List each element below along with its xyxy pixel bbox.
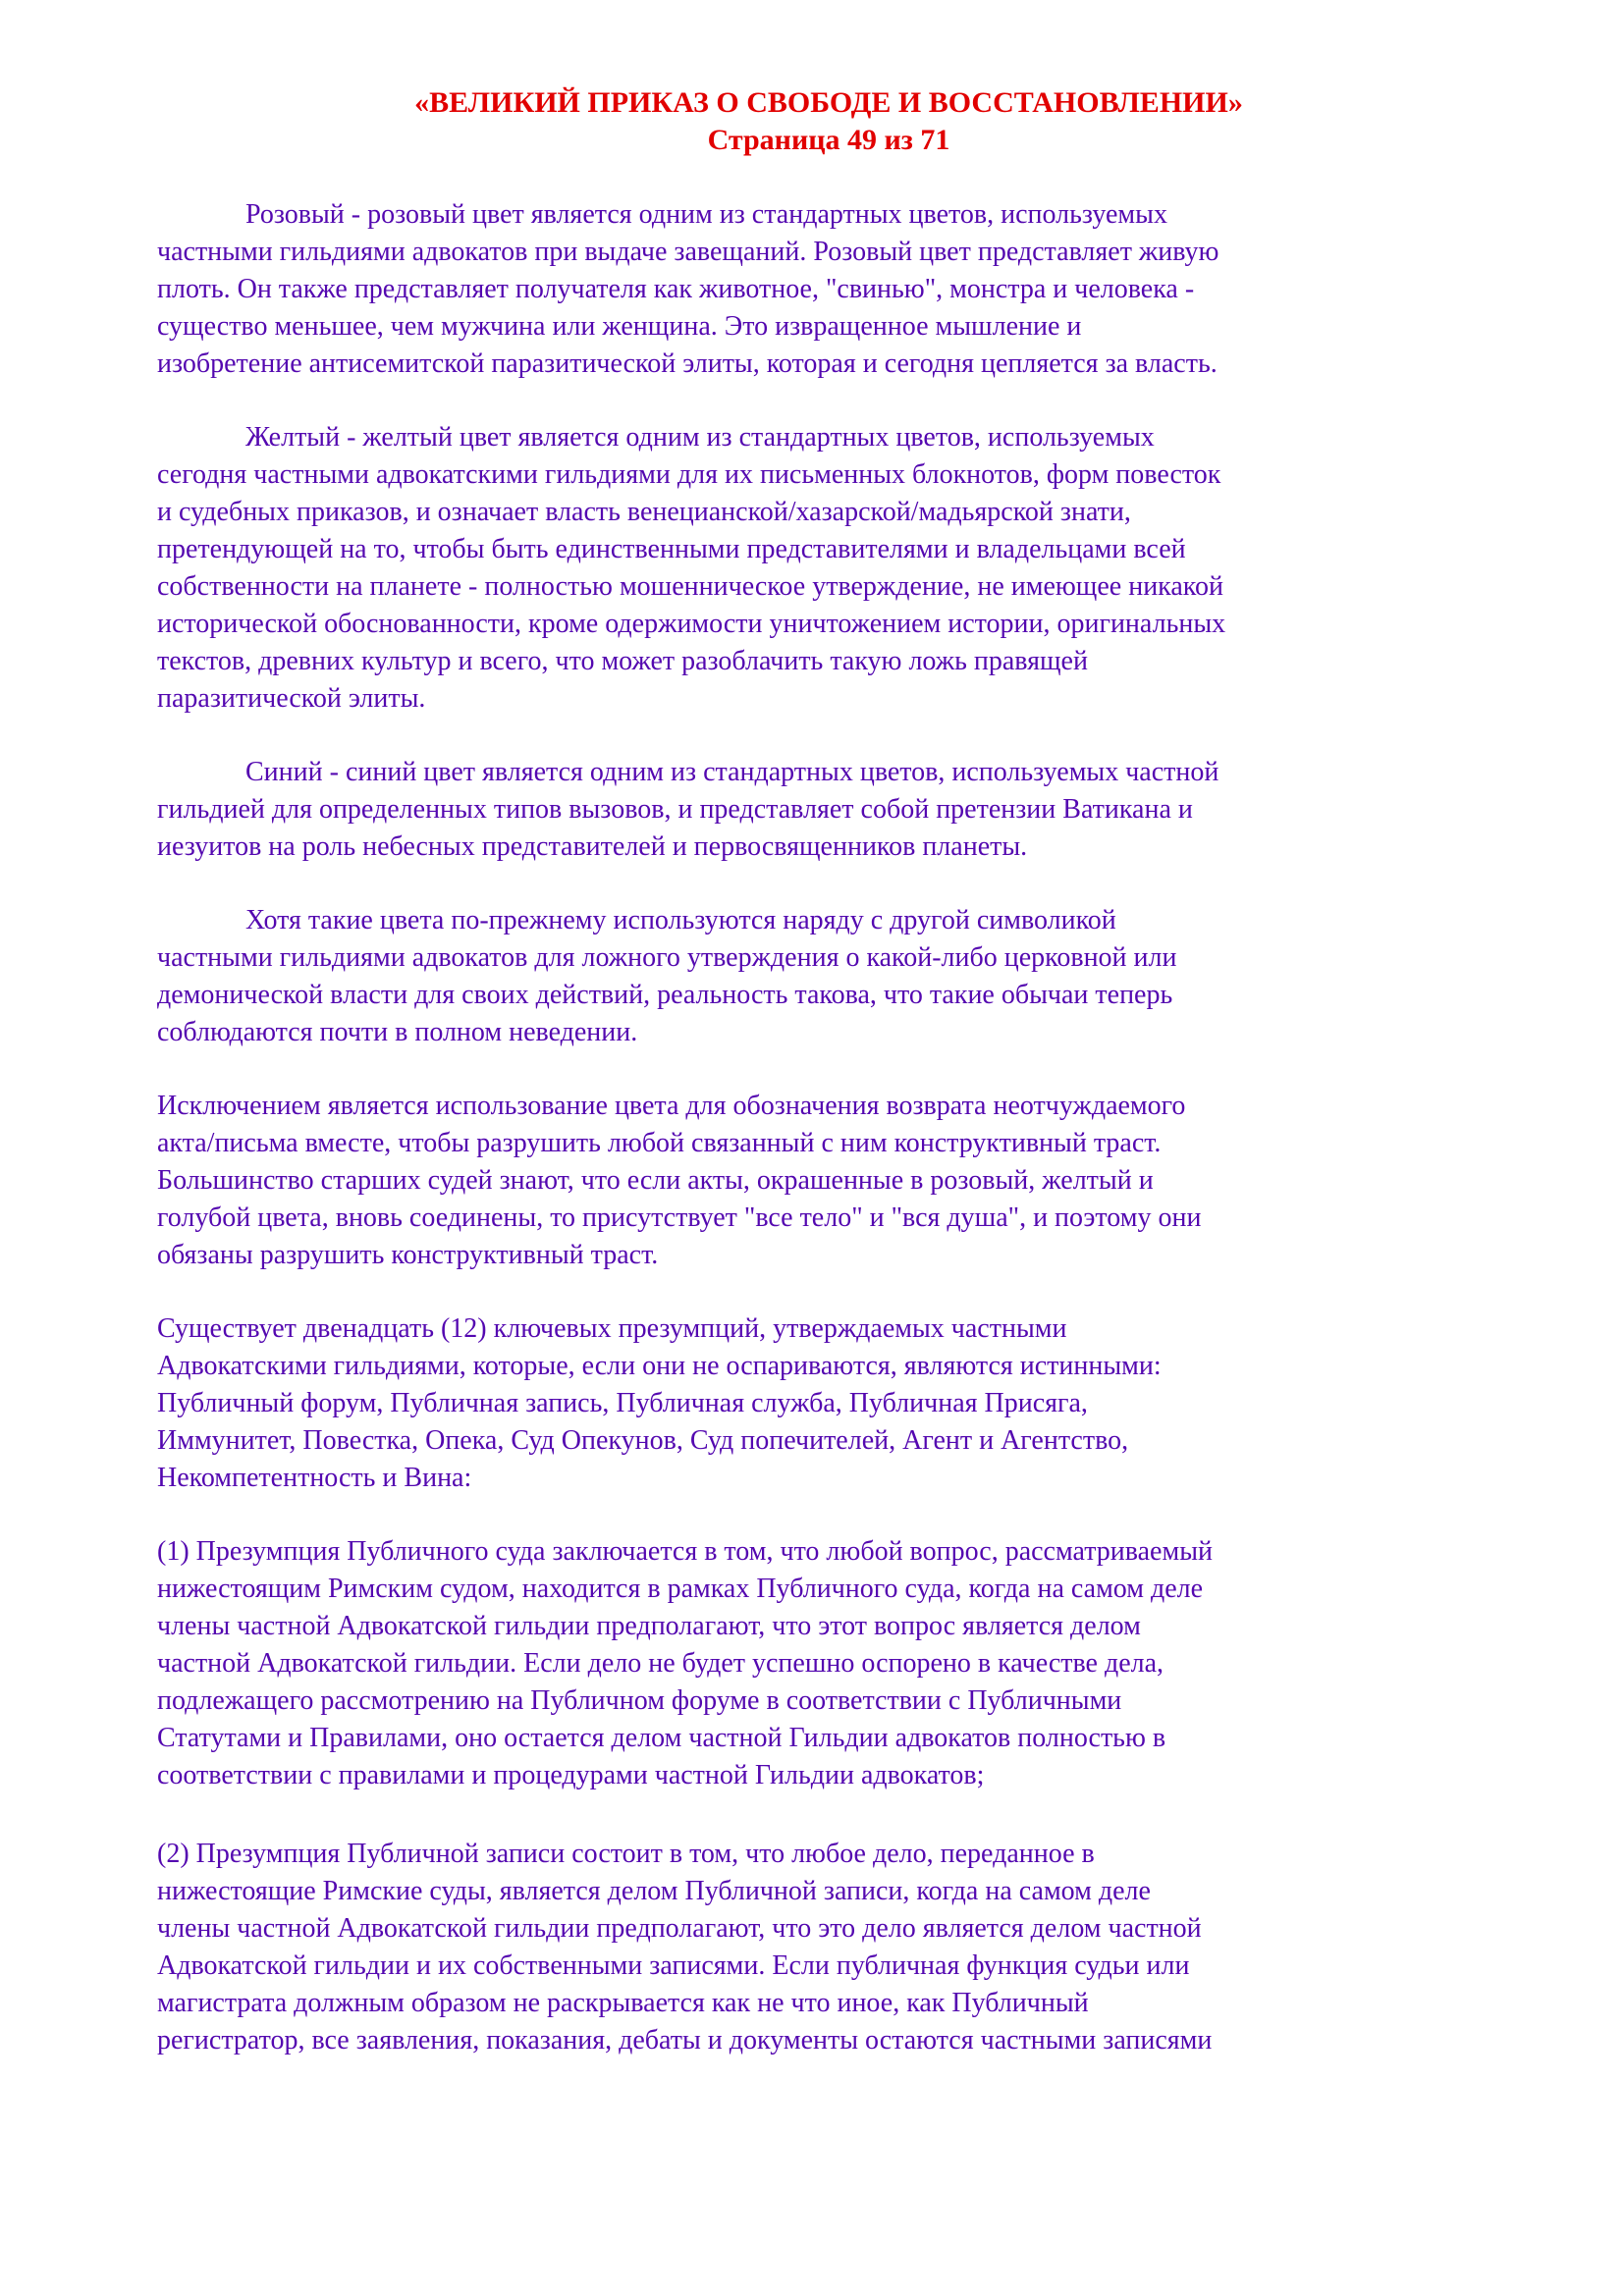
- paragraph-pink: Розовый - розовый цвет является одним из стандартных цветов, используемых частными гильдиями адвокатов при выдаче завещаний. Розовый цвет представляет живую плоть. Он также представляет получателя как животное, "свинью", монстра и человека - существо меньшее, чем мужчина или женщина. Это извращенное мышление и изобретение антисемитской паразитической элиты, которая и сегодня цепляется за власть.: [157, 199, 1219, 379]
- paragraph-yellow: Желтый - желтый цвет является одним из стандартных цветов, используемых сегодня частными адвокатскими гильдиями для их письменных блокнотов, форм повесток и судебных приказов, и означает власть венецианской/хазарской/мадьярской знати, претендующей на то, чтобы быть единственными представителями и владельцами всей собственности на планете - полностью мошенническое утверждение, не имеющее никакой исторической обоснованности, кроме одержимости уничтожением истории, оригинальных текстов, древних культур и всего, что может разоблачить такую ложь правящей паразитической элиты.: [157, 422, 1226, 714]
- paragraph-blue: Синий - синий цвет является одним из стандартных цветов, используемых частной гильдией для определенных типов вызовов, и представляет собой претензии Ватикана и иезуитов на роль небесных представителей и первосвященников планеты.: [157, 757, 1219, 862]
- paragraph-presumption-2: (2) Презумпция Публичной записи состоит в том, что любое дело, переданное в нижестоящие Римские суды, является делом Публичной записи, когда на самом деле члены частной Адвокатской гильдии предполагают, что это дело является делом частной Адвокатской гильдии и их собственными записями. Если публичная функция судьи или магистрата должным образом не раскрывается как не что иное, как Публичный регистратор, все заявления, показания, дебаты и документы остаются частными записями: [157, 1839, 1213, 2056]
- paragraph-twelve-presumptions: Существует двенадцать (12) ключевых презумпций, утверждаемых частными Адвокатскими гильдиями, которые, если они не оспариваются, являются истинными: Публичный форум, Публичная запись, Публичная служба, Публичная Присяга, Иммунитет, Повестка, Опека, Суд Опекунов, Суд попечителей, Агент и Агентство, Некомпетентность и Вина:: [157, 1313, 1162, 1493]
- document-header: [157, 84, 1500, 159]
- paragraph-presumption-1: (1) Презумпция Публичного суда заключается в том, что любой вопрос, рассматриваемый нижестоящим Римским судом, находится в рамках Публичного суда, когда на самом деле члены частной Адвокатской гильдии предполагают, что этот вопрос является делом частной Адвокатской гильдии. Если дело не будет успешно оспорено в качестве дела, подлежащего рассмотрению на Публичном форуме в соответствии с Публичными Статутами и Правилами, оно остается делом частной Гильдии адвокатов полностью в соответствии с правилами и процедурами частной Гильдии адвокатов;: [157, 1536, 1213, 1790]
- document-title: «ВЕЛИКИЙ ПРИКАЗ О СВОБОДЕ И ВОССТАНОВЛЕНИИ»: [414, 86, 1243, 119]
- page-indicator: Страница 49 из 71: [707, 124, 950, 156]
- paragraph-exception: Исключением является использование цвета для обозначения возврата неотчуждаемого акта/письма вместе, чтобы разрушить любой связанный с ним конструктивный траст. Большинство старших судей знают, что если акты, окрашенные в розовый, желтый и голубой цвета, вновь соединены, то присутствует "все тело" и "вся душа", и поэтому они обязаны разрушить конструктивный траст.: [157, 1091, 1202, 1270]
- paragraph-colors-usage: Хотя такие цвета по-прежнему используются наряду с другой символикой частными гильдиями адвокатов для ложного утверждения о какой-либо церковной или демонической власти для своих действий, реальность такова, что такие обычаи теперь соблюдаются почти в полном неведении.: [157, 905, 1177, 1047]
